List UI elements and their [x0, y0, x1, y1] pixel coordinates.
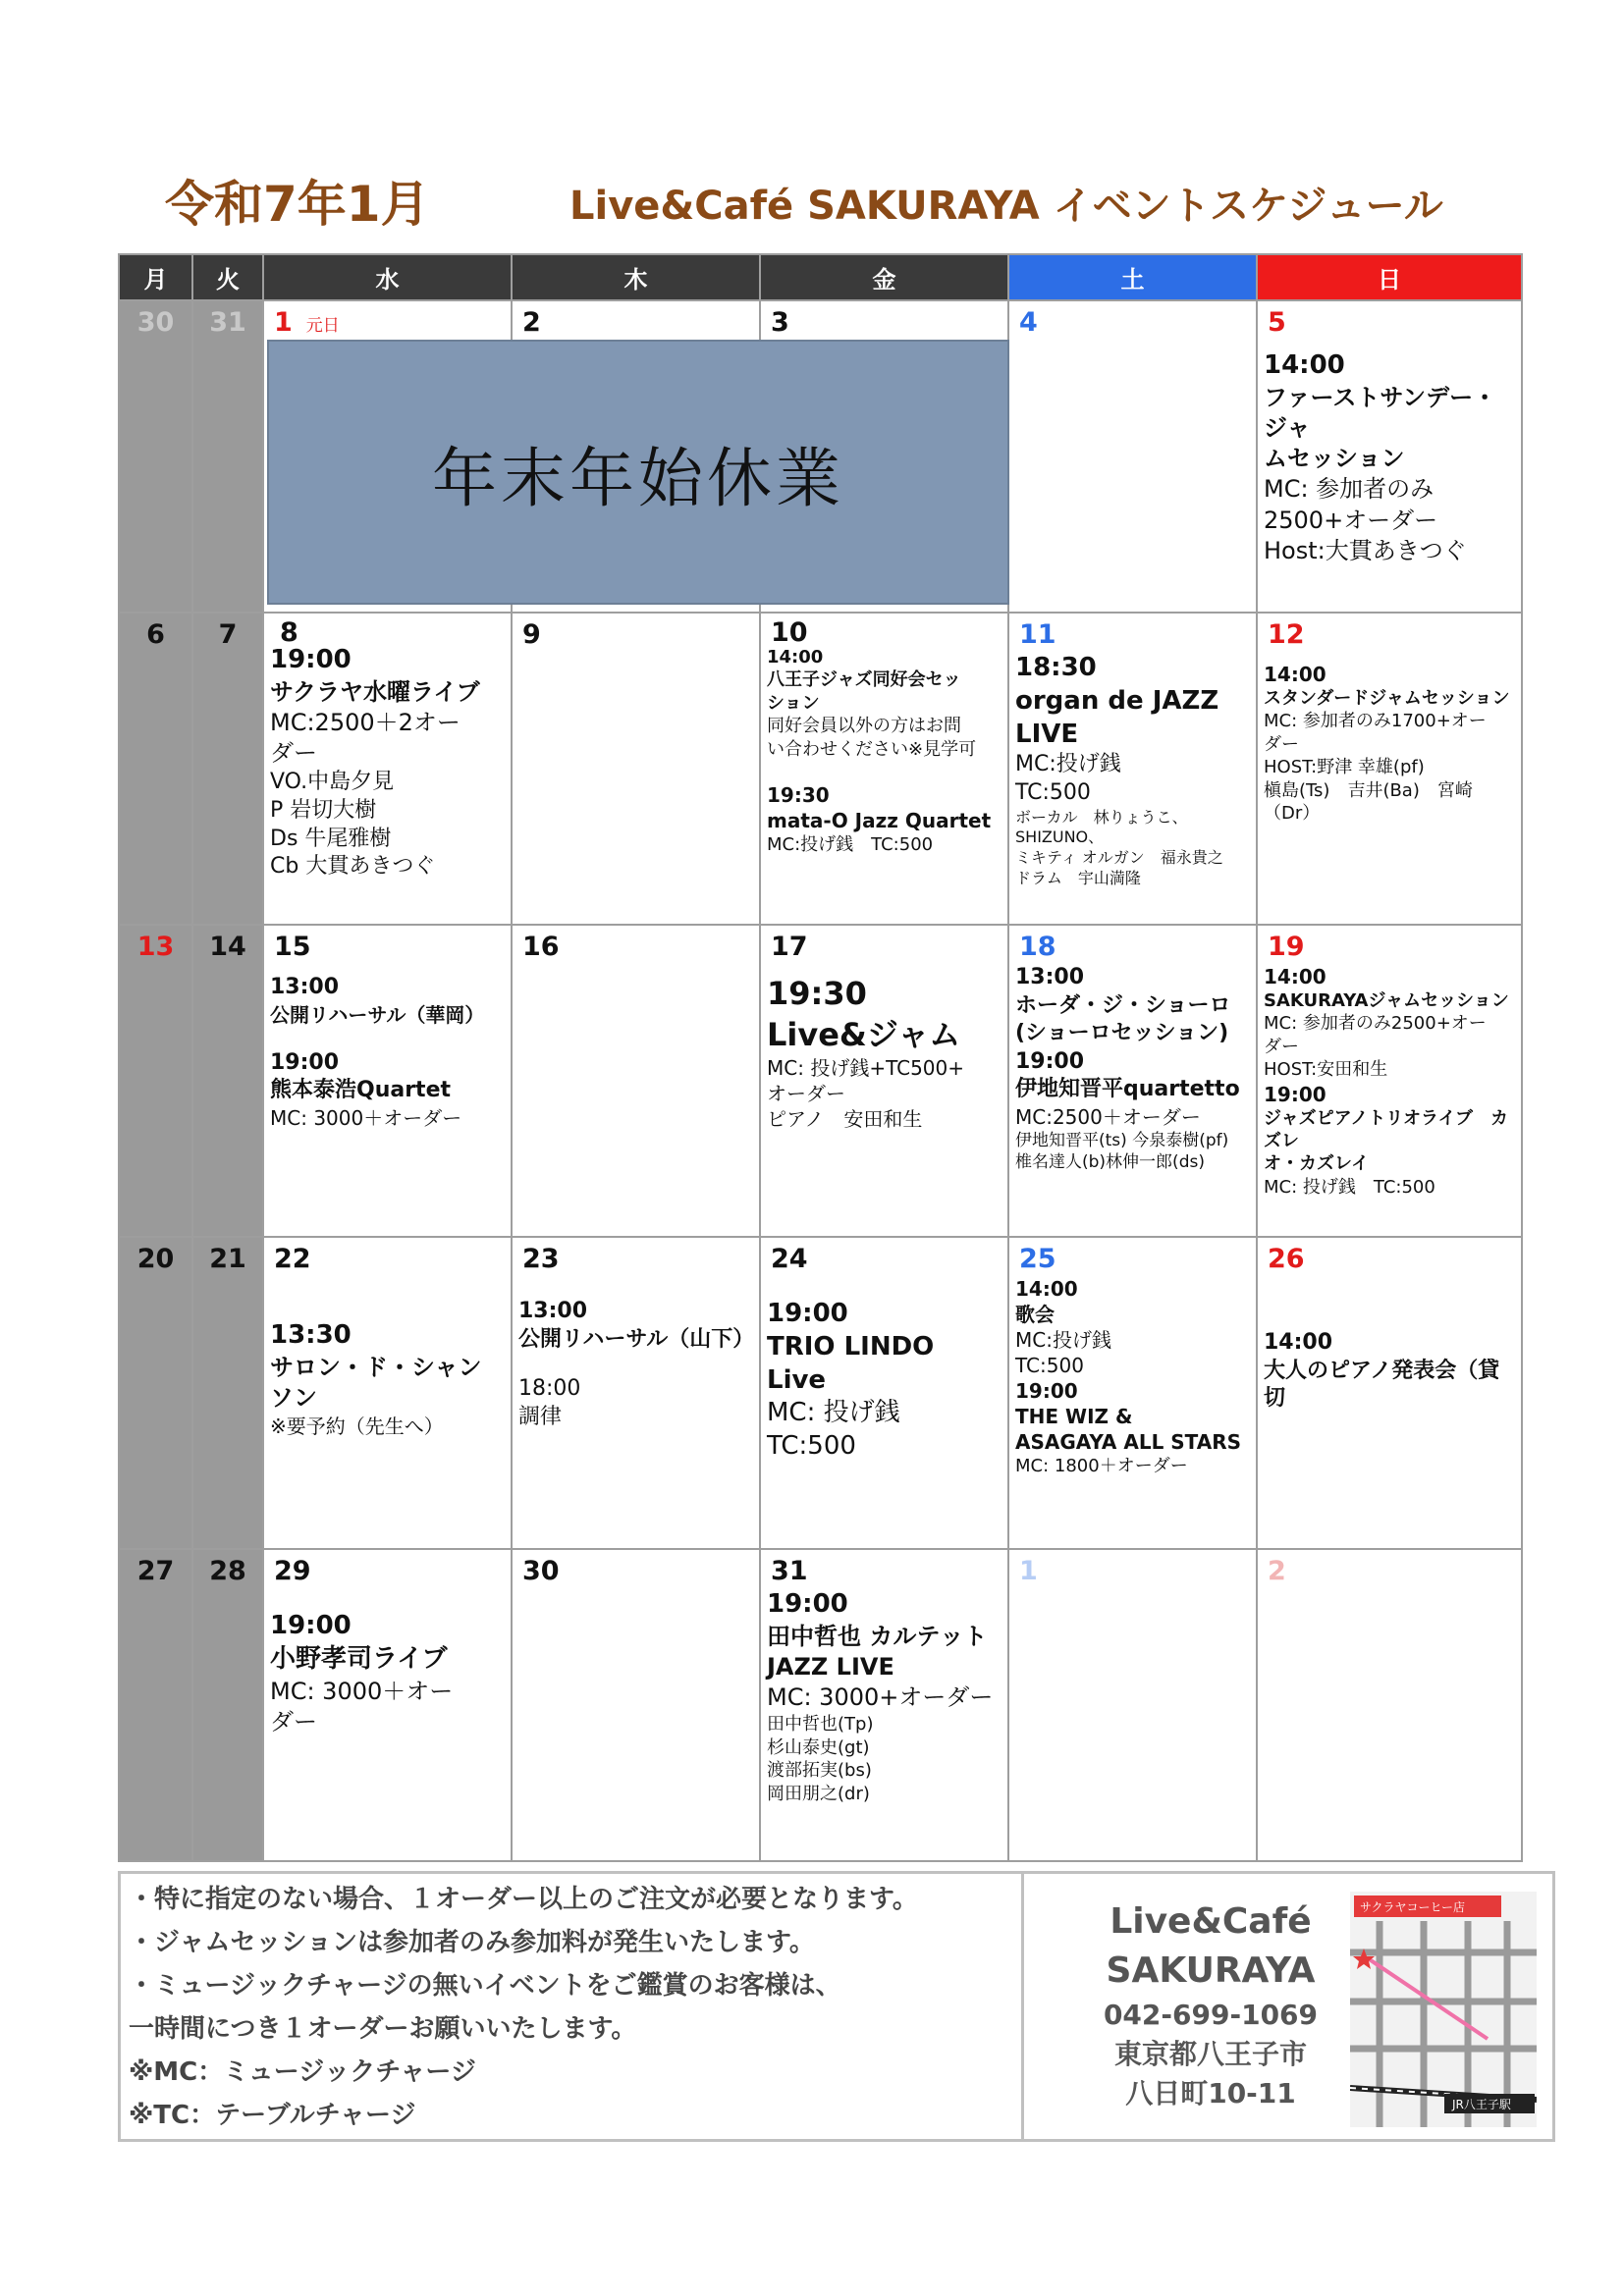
- day-number: 14: [209, 932, 246, 962]
- event-detail: MC: 投げ銭+TC500+: [767, 1056, 965, 1081]
- shop-name: SAKURAYA: [1106, 1950, 1316, 1991]
- day-number: 27: [136, 1556, 175, 1586]
- event-detail: TC:500: [767, 1431, 856, 1462]
- day-number: 28: [209, 1556, 246, 1586]
- event-title: organ de JAZZ: [1015, 685, 1219, 716]
- day-cell: [263, 925, 512, 1237]
- event-title: ジャズピアノトリオライブ カズレ: [1264, 1107, 1508, 1151]
- day-cell: [119, 925, 192, 1237]
- event-detail: （Dr）: [1264, 802, 1321, 824]
- event-title: サロン・ド・シャンソン: [270, 1353, 482, 1412]
- event-detail: ミキティ オルガン 福永貴之: [1015, 848, 1223, 868]
- event-d15: [264, 962, 511, 1131]
- day-number: 22: [274, 1244, 311, 1274]
- day-cell: [512, 1549, 760, 1861]
- event-detail: 2500+オーダー: [1264, 506, 1438, 534]
- event-detail: MC: 参加者のみ1700+オー: [1264, 711, 1487, 732]
- page-title-venue: Live&Café SAKURAYA イベントスケジュール: [569, 184, 1443, 229]
- event-detail: 渡部拓実(bs): [767, 1760, 872, 1782]
- event-title: 八王子ジャズ同好会セッ: [767, 669, 961, 691]
- day-number: 6: [146, 619, 165, 650]
- event-time: 18:30: [1015, 653, 1097, 682]
- day-cell: [1008, 300, 1257, 613]
- shop-phone: 042-699-1069: [1103, 1999, 1319, 2031]
- event-time: 14:00: [1015, 1277, 1078, 1301]
- day-cell: [263, 1549, 512, 1861]
- event-time: 19:00: [767, 1589, 848, 1619]
- event-time: 13:00: [518, 1299, 588, 1323]
- event-title: THE WIZ &: [1015, 1405, 1133, 1428]
- event-detail: MC: 1800＋オーダー: [1015, 1456, 1188, 1476]
- event-detail: MC: 3000＋オーダー: [270, 1105, 462, 1130]
- footer-panel: [118, 1871, 1555, 2142]
- holiday-label: 元日: [305, 316, 340, 336]
- event-detail: ダー: [1264, 1036, 1299, 1057]
- event-detail: MC: 3000+オーダー: [767, 1683, 994, 1712]
- event-d25: [1009, 1274, 1256, 1477]
- day-cell: [1257, 1237, 1522, 1549]
- shop-address: 東京都八王子市: [1113, 2038, 1307, 2070]
- day-number: 30: [522, 1556, 560, 1586]
- event-title: SAKURAYAジャムセッション: [1264, 990, 1509, 1011]
- week-row: [119, 1237, 1522, 1549]
- day-cell: [192, 1549, 263, 1861]
- event-title: (ショーロセッション): [1015, 1021, 1229, 1046]
- day-cell: [1008, 613, 1257, 925]
- event-d12: [1258, 650, 1521, 825]
- day-cell: [1257, 613, 1522, 925]
- event-detail: VO.中島夕見: [270, 770, 395, 795]
- shop-name: Live&Café: [1110, 1901, 1312, 1942]
- event-detail: MC: 3000＋オー: [270, 1677, 454, 1705]
- day-cell: [119, 300, 192, 613]
- map-shop-label: サクラヤコーヒー店: [1360, 1900, 1466, 1914]
- day-number: 29: [274, 1556, 311, 1586]
- event-detail: い合わせください※見学可: [767, 738, 977, 760]
- event-detail: HOST:安田和生: [1264, 1059, 1388, 1081]
- event-title: JAZZ LIVE: [767, 1652, 894, 1681]
- event-detail: Cb 大貫あきつぐ: [270, 854, 436, 880]
- day-number: 20: [136, 1244, 175, 1274]
- notes-block: [121, 1874, 1024, 2139]
- event-d8: [264, 642, 511, 881]
- day-cell: [192, 1237, 263, 1549]
- day-number: 23: [522, 1244, 560, 1274]
- note-line: ・ミュージックチャージの無いイベントをご鑑賞のお客様は、: [129, 1971, 841, 2001]
- event-detail: 岡田朋之(dr): [767, 1783, 870, 1804]
- event-time: 19:00: [767, 1299, 848, 1328]
- day-cell: [192, 300, 263, 613]
- day-number: 25: [1019, 1244, 1056, 1274]
- day-cell: [512, 925, 760, 1237]
- location-map: [1350, 1892, 1537, 2127]
- event-time: 13:00: [1015, 965, 1085, 989]
- day-number: 12: [1268, 619, 1305, 650]
- week-row: [119, 925, 1522, 1237]
- event-time: 19:00: [1264, 1082, 1326, 1106]
- event-d23: [513, 1274, 759, 1431]
- day-number: 17: [771, 932, 808, 962]
- event-detail: MC:投げ銭: [1015, 752, 1121, 777]
- day-cell: [760, 613, 1008, 925]
- event-time: 14:00: [1264, 663, 1326, 686]
- day-cell: [119, 1549, 192, 1861]
- weekday-tue: 火: [192, 254, 263, 300]
- event-time: 19:30: [767, 782, 830, 807]
- day-number: 10: [771, 617, 808, 648]
- event-detail: ボーカル 林りょうこ、SHIZUNO、: [1015, 807, 1188, 847]
- event-title: 大人のピアノ発表会（貸: [1264, 1358, 1500, 1383]
- event-time: 14:00: [767, 647, 824, 667]
- event-d17: [761, 962, 1007, 1132]
- day-number: [264, 301, 511, 338]
- page-header: [0, 165, 1624, 234]
- event-detail: MC: 投げ銭: [767, 1398, 900, 1428]
- event-title: ASAGAYA ALL STARS: [1015, 1430, 1242, 1454]
- event-detail: MC: 投げ銭 TC:500: [1264, 1176, 1435, 1198]
- day-cell: [760, 1549, 1008, 1861]
- day-cell: [1008, 925, 1257, 1237]
- event-title: 小野孝司ライブ: [270, 1643, 448, 1674]
- event-time: 14:00: [1264, 1330, 1333, 1355]
- event-time: 19:00: [1015, 1379, 1078, 1403]
- day-cell: [1008, 1549, 1257, 1861]
- event-detail: ※要予約（先生へ）: [270, 1415, 444, 1439]
- note-line: ※MC：ミュージックチャージ: [129, 2057, 476, 2087]
- event-detail: ダー: [1264, 733, 1299, 755]
- event-time: 19:00: [1015, 1048, 1085, 1074]
- weekday-header-row: [119, 254, 1522, 300]
- event-time: 19:00: [270, 1049, 340, 1075]
- event-title: Live&ジャム: [767, 1015, 961, 1053]
- event-detail: 伊地知晋平(ts) 今泉泰樹(pf): [1015, 1130, 1229, 1150]
- day-number: 4: [1019, 307, 1038, 338]
- event-title: スタンダードジャムセッション: [1264, 688, 1510, 709]
- day-cell: [1008, 1237, 1257, 1549]
- event-title: ファーストサンデー・ジャ: [1264, 383, 1497, 442]
- note-line: ※TC：テーブルチャージ: [129, 2101, 416, 2130]
- event-detail: オーダー: [767, 1082, 845, 1106]
- week-row: [119, 613, 1522, 925]
- event-d26: [1258, 1274, 1521, 1414]
- event-d22: [264, 1274, 511, 1439]
- day-number: 11: [1019, 619, 1056, 650]
- day-number: 18: [1019, 932, 1056, 962]
- day-cell: [263, 613, 512, 925]
- day-number: 8: [280, 617, 298, 648]
- day-number: 5: [1268, 307, 1286, 338]
- event-title: 熊本泰浩Quartet: [270, 1078, 452, 1103]
- event-d11: [1009, 650, 1256, 889]
- map-graphic: [1350, 1892, 1537, 2127]
- event-detail: 杉山泰史(gt): [767, 1736, 870, 1758]
- day-number: 16: [522, 932, 560, 962]
- note-line: ・ジャムセッションは参加者のみ参加料が発生いたします。: [129, 1928, 815, 1957]
- day-cell: [192, 925, 263, 1237]
- day-cell: [512, 1237, 760, 1549]
- event-detail: 田中哲也(Tp): [767, 1714, 874, 1735]
- shop-address: 八日町10-11: [1125, 2077, 1296, 2109]
- day-cell: [760, 925, 1008, 1237]
- event-title: 公開リハーサル（山下）: [518, 1326, 755, 1352]
- weekday-sun: 日: [1257, 254, 1522, 300]
- event-title: オ・カズレイ: [1264, 1153, 1370, 1175]
- day-cell: [263, 1237, 512, 1549]
- event-detail: MC:投げ銭 TC:500: [767, 833, 934, 855]
- event-title: サクラヤ水曜ライブ: [270, 677, 480, 706]
- event-detail: 椎名達人(b)林伸一郎(ds): [1015, 1152, 1205, 1173]
- event-title: 切: [1264, 1386, 1286, 1412]
- event-detail: 同好会員以外の方はお問: [767, 716, 961, 737]
- event-time: 13:30: [270, 1320, 352, 1350]
- day-number: 2: [522, 307, 541, 338]
- event-time: 19:30: [767, 975, 867, 1012]
- day-cell: [1257, 1549, 1522, 1861]
- event-title: mata-O Jazz Quartet: [767, 808, 992, 832]
- event-d29: [264, 1586, 511, 1737]
- event-d5: [1258, 338, 1521, 566]
- day-cell: [1257, 300, 1522, 613]
- event-detail: HOST:野津 幸雄(pf): [1264, 757, 1425, 778]
- day-number-value: 1: [274, 307, 293, 338]
- event-time: 18:00: [518, 1376, 581, 1402]
- event-title: 伊地知晋平quartetto: [1015, 1077, 1240, 1102]
- event-d18: [1009, 962, 1256, 1173]
- day-number: 2: [1268, 1556, 1286, 1586]
- event-detail: MC:2500＋オーダー: [1015, 1104, 1201, 1129]
- event-time: 14:00: [1264, 965, 1326, 988]
- event-detail: ピアノ 安田和生: [767, 1107, 923, 1132]
- event-time: 13:00: [270, 975, 340, 999]
- day-number: 30: [136, 307, 175, 338]
- event-d19: [1258, 962, 1521, 1199]
- event-detail: Ds 牛尾雅樹: [270, 826, 392, 851]
- event-detail: TC:500: [1015, 1354, 1084, 1377]
- day-number: 13: [136, 932, 175, 962]
- event-title: Live: [767, 1364, 827, 1395]
- week-row: [119, 1549, 1522, 1861]
- event-time: 14:00: [1264, 350, 1345, 380]
- closure-banner: 年末年始休業: [267, 340, 1009, 605]
- event-detail: Host:大貫あきつぐ: [1264, 536, 1467, 564]
- weekday-wed: 水: [263, 254, 512, 300]
- day-cell: [1257, 925, 1522, 1237]
- event-title: 歌会: [1015, 1303, 1055, 1326]
- weekday-sat: 土: [1008, 254, 1257, 300]
- event-d24: [761, 1274, 1007, 1464]
- event-title: ション: [767, 692, 820, 714]
- day-number: 24: [771, 1244, 808, 1274]
- day-number: 31: [209, 307, 246, 338]
- day-cell: [119, 613, 192, 925]
- weekday-fri: 金: [760, 254, 1008, 300]
- note-line: 一時間につき１オーダーお願いいたします。: [129, 2014, 637, 2044]
- event-title: ホーダ・ジ・ショーロ: [1015, 992, 1231, 1018]
- note-line: ・特に指定のない場合、１オーダー以上のご注文が必要となります。: [129, 1885, 918, 1914]
- event-title: 公開リハーサル（華岡）: [270, 1002, 485, 1027]
- weekday-mon: 月: [119, 254, 192, 300]
- day-number: 26: [1268, 1244, 1305, 1274]
- event-d10: [761, 644, 1007, 856]
- day-number: 31: [771, 1556, 808, 1586]
- day-number: 3: [771, 307, 789, 338]
- event-title: ムセッション: [1264, 445, 1405, 473]
- event-detail: MC: 参加者のみ: [1264, 475, 1435, 504]
- map-station-label: JR八王子駅: [1452, 2098, 1511, 2111]
- event-detail: MC: 参加者のみ2500+オー: [1264, 1013, 1487, 1035]
- page-title-month: 令和7年1月: [165, 176, 430, 233]
- event-detail: P 岩切大樹: [270, 797, 377, 823]
- weekday-thu: 木: [512, 254, 760, 300]
- event-detail: ダー: [270, 1707, 317, 1735]
- event-detail: MC:2500＋2オー: [270, 708, 460, 736]
- event-title: 田中哲也 カルテット: [767, 1622, 988, 1650]
- event-time: 19:00: [270, 645, 352, 674]
- event-d31: [761, 1586, 1007, 1805]
- event-detail: TC:500: [1015, 779, 1091, 805]
- day-number: 7: [218, 619, 238, 650]
- event-detail: ドラム 宇山満隆: [1015, 868, 1141, 887]
- event-detail: MC:投げ銭: [1015, 1328, 1111, 1352]
- day-cell: [760, 1237, 1008, 1549]
- day-number: 15: [274, 932, 311, 962]
- day-number: 1: [1019, 1556, 1038, 1586]
- event-detail: 調律: [518, 1404, 563, 1429]
- day-cell: [192, 613, 263, 925]
- day-number: 9: [522, 619, 541, 650]
- shop-info: [1063, 1897, 1358, 2113]
- day-number: 19: [1268, 932, 1305, 962]
- day-cell: [119, 1237, 192, 1549]
- event-title: TRIO LINDO: [767, 1331, 935, 1362]
- event-time: 19:00: [270, 1611, 352, 1640]
- event-title: LIVE: [1015, 719, 1079, 749]
- event-detail: 槇島(Ts) 吉井(Ba) 宮崎: [1264, 779, 1473, 801]
- event-detail: ダー: [270, 739, 317, 768]
- day-number: 21: [209, 1244, 246, 1274]
- day-cell: [512, 613, 760, 925]
